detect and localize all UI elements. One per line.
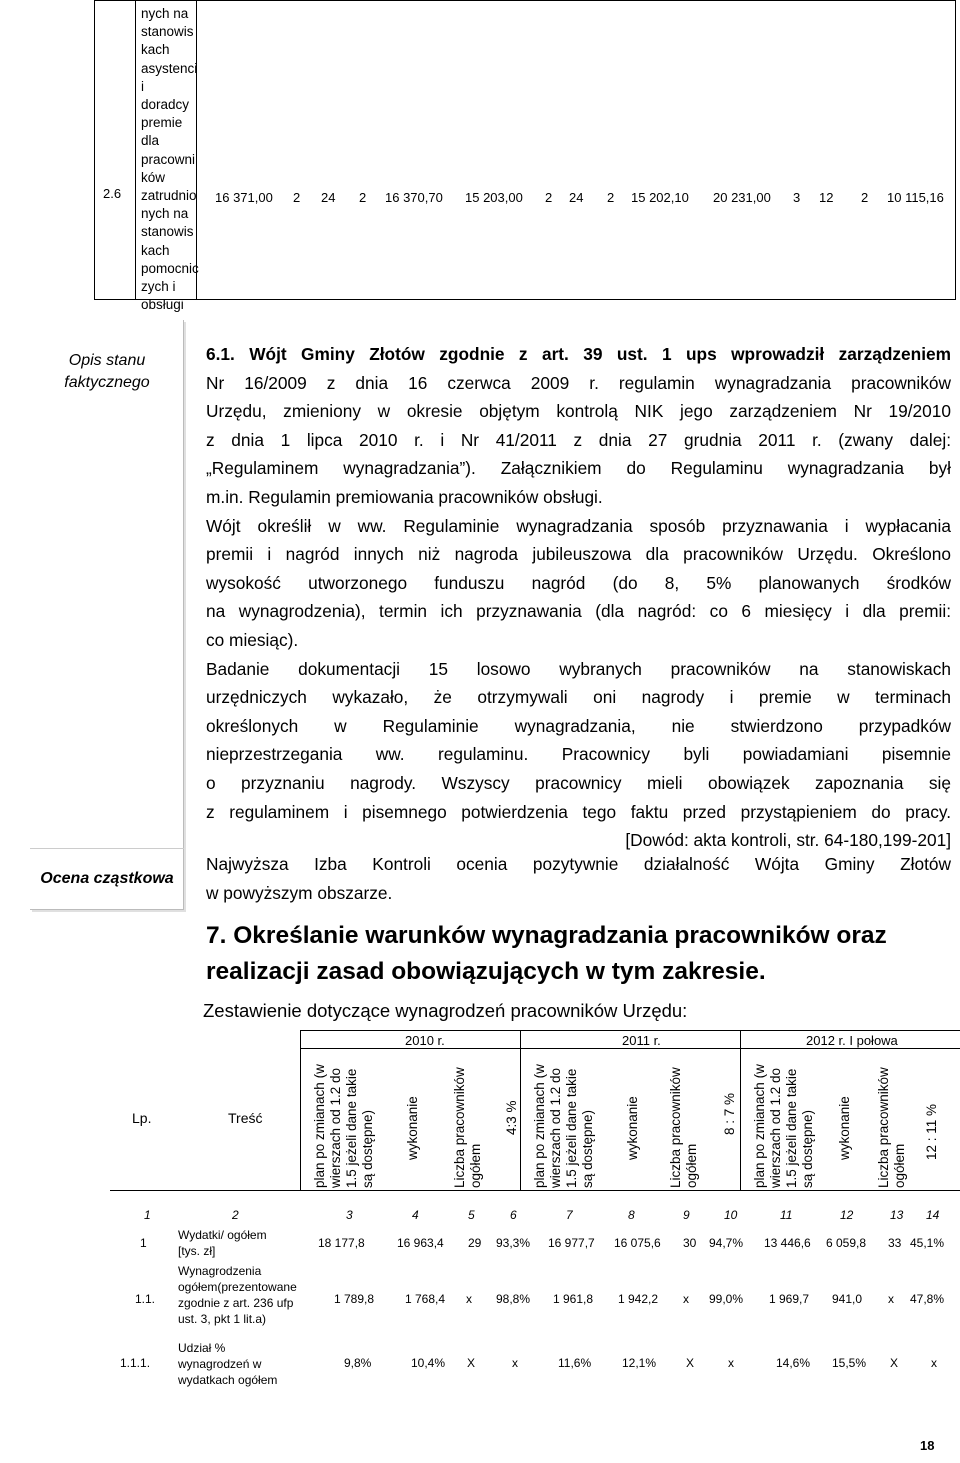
desc-line: pracowni <box>141 151 196 167</box>
line-text: 6.1. Wójt Gminy Złotów zgodnie z art. 39 ust. 1 ups wprowadził zarządzeniem <box>206 344 951 364</box>
tresc-line: ogółem(prezentowane <box>178 1280 297 1294</box>
col-num: 12 <box>840 1208 854 1222</box>
findings-text <box>206 340 951 855</box>
tresc-line: Wydatki/ ogółem <box>178 1228 267 1242</box>
vheader: 8 : 7 % <box>722 1092 737 1135</box>
row-lp: 1 <box>140 1236 147 1250</box>
row-tresc <box>178 1227 267 1259</box>
tresc-line: Udział % <box>178 1341 226 1355</box>
col-num: 1 <box>144 1208 151 1222</box>
vheader: Liczba pracowników ogółem <box>876 1067 907 1188</box>
value-cell: 2 <box>607 190 615 205</box>
top-table-description <box>135 1 199 313</box>
value-cell: 16 370,70 <box>385 190 443 205</box>
year-2010: 2010 r. <box>405 1033 445 1048</box>
cell: 98,8% <box>496 1292 531 1306</box>
value-cell: 20 231,00 <box>713 190 771 205</box>
vheader: wykonanie <box>625 1096 640 1160</box>
assessment-text <box>206 850 951 907</box>
line: m.in. Regulamin premiowania pracowników obsługi. <box>206 486 603 507</box>
desc-line: nych na <box>141 206 189 222</box>
line: o przyznaniu nagrody. Wszyscy pracownicy mieli obowiązek zapoznania się <box>206 772 951 793</box>
line <box>206 340 951 369</box>
col-num: 9 <box>683 1208 690 1222</box>
vheader: Liczba pracowników ogółem <box>452 1067 483 1188</box>
cell: 16 075,6 <box>614 1236 661 1250</box>
cell: 94,7% <box>709 1236 744 1250</box>
cell: X <box>890 1356 899 1370</box>
line: premii i nagród innych niż nagroda jubileuszowa dla pracowników Urzędu. Określono <box>206 544 951 565</box>
value-cell: 2 <box>861 190 869 205</box>
tresc-line: ust. 3, pkt 1 lit.a) <box>178 1312 267 1326</box>
cell: x <box>931 1356 937 1370</box>
desc-line: kach <box>141 42 170 58</box>
cell: 1 961,8 <box>553 1292 594 1306</box>
col-num: 14 <box>926 1208 940 1222</box>
cell: 941,0 <box>832 1292 863 1306</box>
line: Badanie dokumentacji 15 losowo wybranych pracowników na stanowiskach <box>206 658 951 679</box>
table-caption: Zestawienie dotyczące wynagrodzeń pracowników Urzędu: <box>203 1000 688 1021</box>
col-num: 7 <box>566 1208 573 1222</box>
cell: X <box>467 1356 476 1370</box>
heading-line: 7. Określanie warunków wynagradzania pracowników oraz <box>206 922 887 949</box>
line: co miesiąc). <box>206 629 299 650</box>
cell: X <box>686 1356 695 1370</box>
vheader: Liczba pracowników ogółem <box>668 1067 699 1188</box>
year-2011: 2011 r. <box>622 1033 661 1048</box>
value-cell: 16 371,00 <box>215 190 273 205</box>
cell: 12,1% <box>622 1356 657 1370</box>
line: urzędniczych wykazało, że otrzymywali oni nagrody i premie w terminach <box>206 687 951 708</box>
cell: 29 <box>468 1236 482 1250</box>
page-number: 18 <box>920 1438 935 1453</box>
col-num: 3 <box>346 1208 353 1222</box>
cell: 33 <box>888 1236 902 1250</box>
desc-line: premie <box>141 115 183 131</box>
cell: 14,6% <box>776 1356 811 1370</box>
desc-line: obsługi <box>141 297 184 313</box>
cell: x <box>512 1356 518 1370</box>
desc-line: kach <box>141 242 170 258</box>
vheader: 12 : 11 % <box>924 1103 939 1160</box>
evidence-reference: [Dowód: akta kontroli, str. 64-180,199-201] <box>625 830 951 851</box>
side-box <box>30 320 184 910</box>
section-7-heading <box>206 918 951 990</box>
line: Wójt określił w ww. Regulaminie wynagradzania sposób przyznawania i wypłacania <box>206 515 951 536</box>
row-tresc <box>178 1263 297 1327</box>
row-tresc <box>178 1340 277 1388</box>
col-num: 4 <box>412 1208 419 1222</box>
tresc-line: [tys. zł] <box>178 1244 216 1258</box>
cell: 99,0% <box>709 1292 744 1306</box>
cell: 93,3% <box>496 1236 531 1250</box>
desc-line: i doradcy <box>141 78 190 113</box>
desc-line: pomocnic <box>141 260 199 276</box>
cell: 45,1% <box>910 1236 945 1250</box>
top-table-fragment <box>94 0 956 313</box>
desc-line: ków <box>141 169 166 185</box>
cell: 11,6% <box>558 1356 592 1370</box>
value-cell: 10 115,16 <box>887 190 944 205</box>
cell: 16 977,7 <box>548 1236 595 1250</box>
value-cell: 2 <box>293 190 301 205</box>
opis-line: faktycznego <box>64 374 150 391</box>
desc-line: zych i <box>141 279 176 295</box>
tresc-line: zgodnie z art. 236 ufp <box>178 1296 294 1310</box>
line: Urzędu, zmieniony w okresie objętym kontrolą NIK jego zarządzeniem Nr 19/2010 <box>206 401 951 422</box>
line: na wynagrodzenia), termin ich przyznawania (dla nagród: co 6 miesięcy i dla premii: <box>206 601 951 622</box>
value-cell: 2 <box>359 190 367 205</box>
cell: 10,4% <box>411 1356 446 1370</box>
cell: x <box>466 1292 472 1306</box>
value-cell: 15 203,00 <box>465 190 523 205</box>
tresc-line: wynagrodzeń w <box>178 1357 262 1371</box>
line: z dnia 1 lipca 2010 r. i Nr 41/2011 z dnia 27 grudnia 2011 r. (zwany dalej: <box>206 429 951 450</box>
line: w powyższym obszarze. <box>206 882 393 903</box>
col-num: 5 <box>468 1208 475 1222</box>
cell: x <box>683 1292 689 1306</box>
cell: 1 789,8 <box>334 1292 375 1306</box>
cell: 1 768,4 <box>405 1292 446 1306</box>
line: wysokość utworzonego funduszu nagród (do 8, 5% planowanych środków <box>206 572 951 593</box>
cell: 30 <box>683 1236 697 1250</box>
tresc-line: Wynagrodzenia <box>178 1264 262 1278</box>
col-num: 2 <box>232 1208 239 1222</box>
vheader: plan po zmianach (w wierszach od 1.2 do 1.5 jeżeli dane takie są dostępne) <box>752 1064 815 1188</box>
ocena-czastkowa-label: Ocena cząstkowa <box>30 848 184 909</box>
value-cell: 3 <box>793 190 801 205</box>
tresc-line: wydatkach ogółem <box>178 1373 278 1387</box>
cell: 16 963,4 <box>397 1236 444 1250</box>
col-lp: Lp. <box>132 1110 152 1126</box>
col-num: 6 <box>510 1208 517 1222</box>
value-cell: 24 <box>321 190 336 205</box>
cell: 6 059,8 <box>826 1236 867 1250</box>
cell: x <box>728 1356 734 1370</box>
col-num: 11 <box>780 1208 793 1222</box>
row-lp: 1.1.1. <box>120 1356 151 1370</box>
heading-line: realizacji zasad obowiązujących w tym zakresie. <box>206 958 766 985</box>
vheader: plan po zmianach (w wierszach od 1.2 do 1.5 jeżeli dane takie są dostępne) <box>532 1064 595 1188</box>
desc-line: asystenci <box>141 60 198 76</box>
line: nieprzestrzegania ww. regulaminu. Pracownicy byli powiadamiani pisemnie <box>206 744 951 765</box>
cell: x <box>888 1292 894 1306</box>
cell: 1 942,2 <box>618 1292 659 1306</box>
top-table-lp-cell <box>95 1 136 299</box>
cell: 15,5% <box>832 1356 867 1370</box>
desc-line: stanowis <box>141 24 194 40</box>
line: z regulaminem i pisemnego potwierdzenia tego faktu przed przystąpieniem do pracy. <box>206 801 951 822</box>
cell: 18 177,8 <box>318 1236 365 1250</box>
col-tresc: Treść <box>228 1110 263 1126</box>
col-num: 13 <box>890 1208 904 1222</box>
desc-line: dla <box>141 133 160 149</box>
line: Nr 16/2009 z dnia 16 czerwca 2009 r. regulamin wynagradzania pracowników <box>206 372 951 393</box>
desc-line: nych na <box>141 6 189 21</box>
vheader: wykonanie <box>837 1096 852 1160</box>
line: „Regulaminem wynagradzania”). Załącznikiem do Regulaminu wynagradzania był <box>206 458 951 479</box>
opis-line: Opis stanu <box>68 352 146 369</box>
value-cell: 2 <box>545 190 553 205</box>
col-num: 10 <box>724 1208 738 1222</box>
value-cell: 24 <box>569 190 584 205</box>
vheader: 4:3 % <box>504 1100 519 1135</box>
cell: 9,8% <box>344 1356 372 1370</box>
top-table-lp: 2.6 <box>103 186 122 201</box>
vheader: plan po zmianach (w wierszach od 1.2 do 1.5 jeżeli dane takie są dostępne) <box>312 1064 375 1188</box>
desc-line: zatrudnio <box>141 188 197 204</box>
desc-line: stanowis <box>141 224 194 240</box>
row-lp: 1.1. <box>135 1292 156 1306</box>
year-2012: 2012 r. I połowa <box>806 1033 898 1048</box>
line: określonych w Regulaminie wynagradzania, nie stwierdzono przypadków <box>206 715 951 736</box>
col-num: 8 <box>628 1208 635 1222</box>
value-cell: 15 202,10 <box>631 190 689 205</box>
opis-stanu-label <box>30 350 184 394</box>
line: Najwyższa Izba Kontroli ocenia pozytywnie działalność Wójta Gminy Złotów <box>206 854 951 874</box>
value-cell: 12 <box>819 190 834 205</box>
cell: 1 969,7 <box>769 1292 810 1306</box>
cell: 13 446,6 <box>764 1236 811 1250</box>
vheader: wykonanie <box>405 1096 420 1160</box>
cell: 47,8% <box>910 1292 945 1306</box>
